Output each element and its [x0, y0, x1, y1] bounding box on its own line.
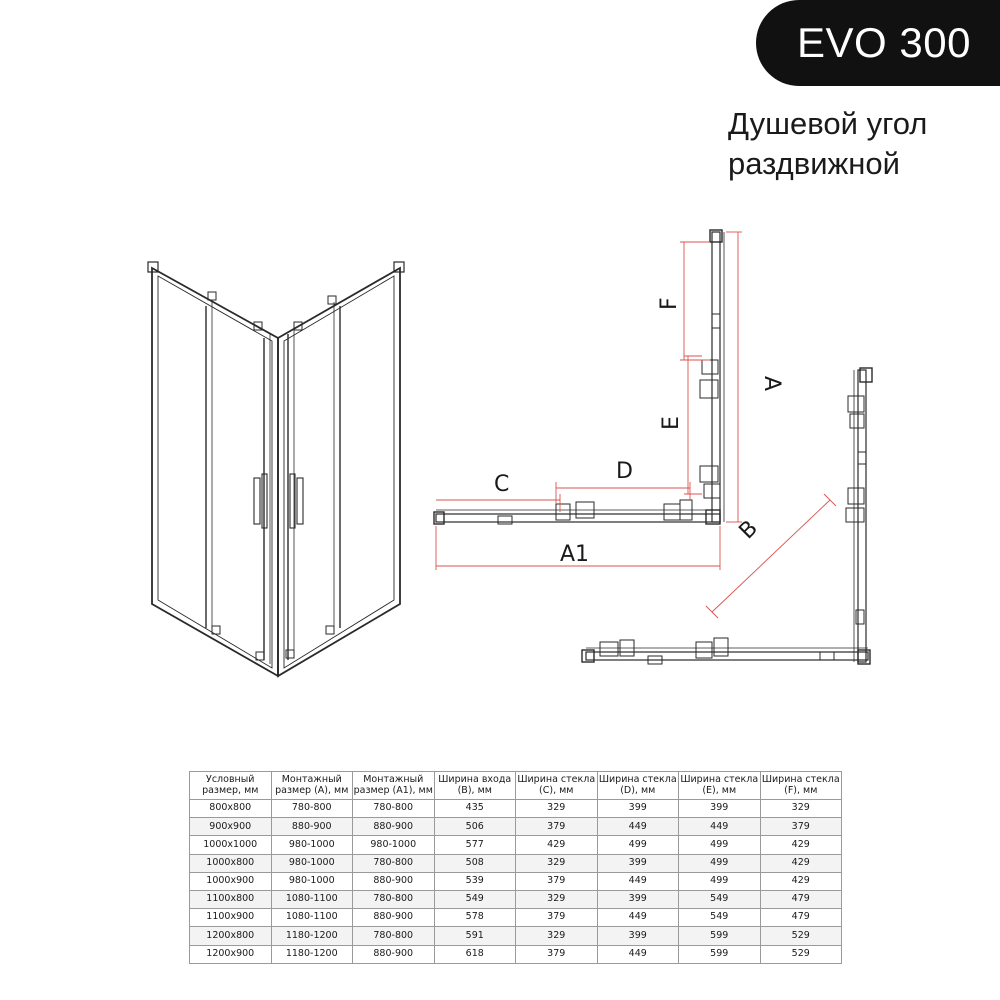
table-cell: 880-900	[353, 818, 435, 836]
table-row	[190, 945, 842, 963]
table-cell: 529	[760, 945, 842, 963]
table-cell: 1200x900	[190, 945, 272, 963]
table-cell: 980-1000	[271, 836, 353, 854]
table-cell: 780-800	[353, 800, 435, 818]
table-cell: 449	[597, 872, 679, 890]
label-f: F	[657, 297, 682, 310]
table-cell: 980-1000	[353, 836, 435, 854]
table-cell: 539	[434, 872, 516, 890]
table-cell: 379	[516, 909, 598, 927]
table-header-cell: Ширина стекла (С), мм	[516, 772, 598, 800]
table-cell: 618	[434, 945, 516, 963]
specifications-table	[189, 771, 842, 964]
table-cell: 880-900	[353, 909, 435, 927]
table-cell: 449	[597, 945, 679, 963]
table-cell: 435	[434, 800, 516, 818]
table-cell: 449	[679, 818, 761, 836]
table-cell: 479	[760, 890, 842, 908]
table-cell: 449	[597, 909, 679, 927]
table-cell: 499	[597, 836, 679, 854]
table-cell: 1180-1200	[271, 945, 353, 963]
table-cell: 479	[760, 909, 842, 927]
table-cell: 1000x900	[190, 872, 272, 890]
table-header-cell: Ширина стекла (D), мм	[597, 772, 679, 800]
table-cell: 880-900	[353, 945, 435, 963]
table-cell: 329	[516, 800, 598, 818]
table-cell: 980-1000	[271, 872, 353, 890]
table-cell: 980-1000	[271, 854, 353, 872]
table-header-cell: Ширина стекла (F), мм	[760, 772, 842, 800]
table-cell: 599	[679, 945, 761, 963]
table-cell: 577	[434, 836, 516, 854]
table-cell: 399	[597, 890, 679, 908]
table-header-row	[190, 772, 842, 800]
table-cell: 880-900	[271, 818, 353, 836]
table-cell: 800x800	[190, 800, 272, 818]
table-cell: 329	[516, 854, 598, 872]
table-cell: 1080-1100	[271, 909, 353, 927]
table-cell: 429	[760, 872, 842, 890]
table-cell: 449	[597, 818, 679, 836]
table-cell: 1180-1200	[271, 927, 353, 945]
table-header-cell: Ширина входа (В), мм	[434, 772, 516, 800]
table-cell: 508	[434, 854, 516, 872]
table-cell: 591	[434, 927, 516, 945]
table-row	[190, 872, 842, 890]
table-header-cell: Монтажный размер (А1), мм	[353, 772, 435, 800]
table-cell: 499	[679, 854, 761, 872]
dimension-lines	[436, 232, 836, 618]
label-e: E	[659, 416, 684, 430]
table-cell: 329	[516, 927, 598, 945]
table-cell: 880-900	[353, 872, 435, 890]
table-cell: 578	[434, 909, 516, 927]
table-row	[190, 909, 842, 927]
plan-view-open	[582, 368, 872, 664]
table-row	[190, 890, 842, 908]
table-cell: 1100x800	[190, 890, 272, 908]
table-cell: 506	[434, 818, 516, 836]
table-cell: 1100x900	[190, 909, 272, 927]
table-row	[190, 836, 842, 854]
table-header-cell: Монтажный размер (А), мм	[271, 772, 353, 800]
table-cell: 399	[597, 800, 679, 818]
table-cell: 549	[434, 890, 516, 908]
table-row	[190, 818, 842, 836]
table-cell: 379	[516, 818, 598, 836]
table-row	[190, 854, 842, 872]
table-cell: 399	[597, 927, 679, 945]
table-cell: 780-800	[353, 890, 435, 908]
table-cell: 900x900	[190, 818, 272, 836]
table-cell: 549	[679, 909, 761, 927]
table-cell: 499	[679, 872, 761, 890]
table-cell: 529	[760, 927, 842, 945]
table-body	[190, 800, 842, 964]
table-cell: 399	[597, 854, 679, 872]
table-header-cell: Условный размер, мм	[190, 772, 272, 800]
table-cell: 379	[760, 818, 842, 836]
table-cell: 429	[760, 836, 842, 854]
model-name: EVO 300	[797, 19, 971, 66]
label-a1: A1	[560, 542, 590, 567]
table-header-cell: Ширина стекла (E), мм	[679, 772, 761, 800]
table-cell: 499	[679, 836, 761, 854]
table-cell: 429	[516, 836, 598, 854]
isometric-view	[148, 262, 404, 676]
table-cell: 599	[679, 927, 761, 945]
table-cell: 379	[516, 872, 598, 890]
table-cell: 1000x1000	[190, 836, 272, 854]
table-cell: 1000x800	[190, 854, 272, 872]
label-c: C	[494, 472, 510, 497]
table-cell: 429	[760, 854, 842, 872]
table-row	[190, 800, 842, 818]
subtitle-line-2: раздвижной	[728, 146, 900, 181]
label-a: A	[759, 376, 784, 392]
table-cell: 780-800	[353, 854, 435, 872]
subtitle-line-1: Душевой угол	[728, 106, 928, 141]
table-cell: 379	[516, 945, 598, 963]
label-b: B	[734, 515, 763, 545]
label-d: D	[616, 459, 633, 484]
table-cell: 549	[679, 890, 761, 908]
table-cell: 329	[516, 890, 598, 908]
table-cell: 1200x800	[190, 927, 272, 945]
table-row	[190, 927, 842, 945]
table-cell: 329	[760, 800, 842, 818]
plan-view-corner	[434, 230, 724, 524]
table-cell: 1080-1100	[271, 890, 353, 908]
table-cell: 399	[679, 800, 761, 818]
table-cell: 780-800	[271, 800, 353, 818]
table-cell: 780-800	[353, 927, 435, 945]
